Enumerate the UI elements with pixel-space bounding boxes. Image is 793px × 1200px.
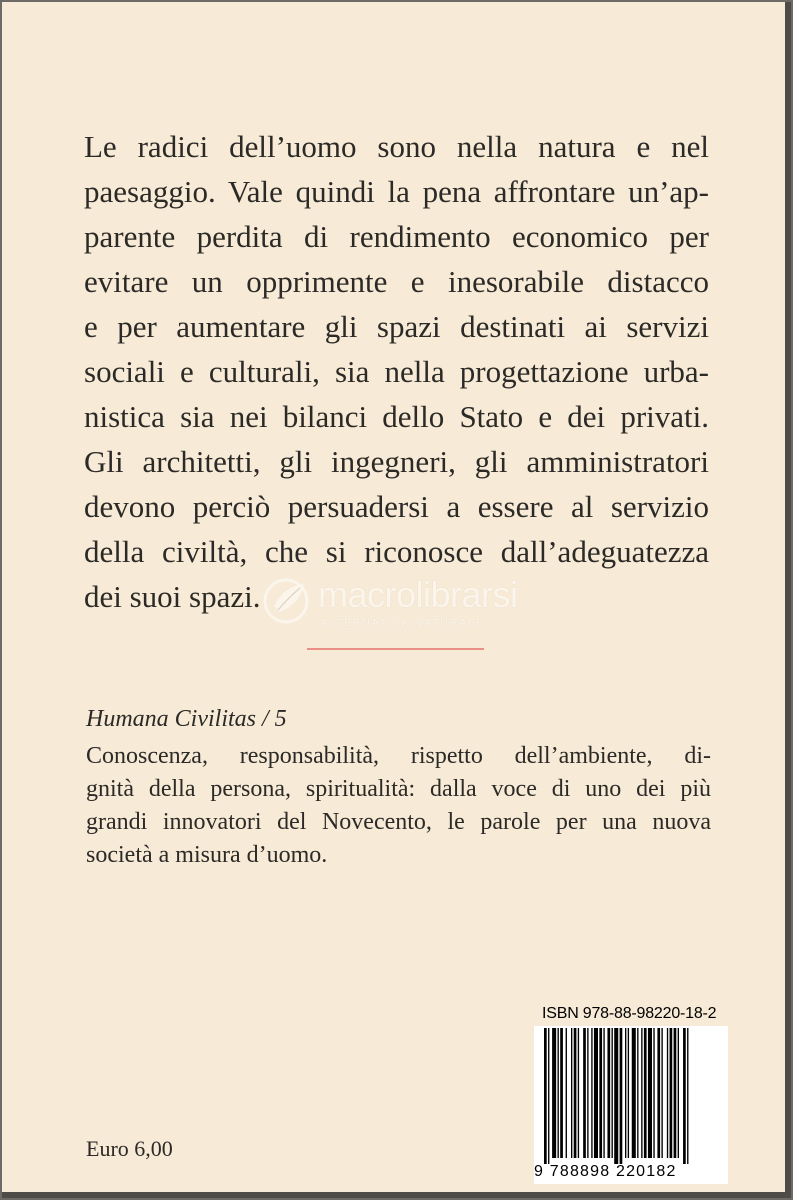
barcode-digits: 9 788898 220182	[534, 1163, 677, 1180]
barcode-bar	[571, 1028, 572, 1158]
quote-line: evitare un opprimente e inesorabile distacco	[84, 264, 709, 299]
barcode-bar	[683, 1028, 686, 1164]
barcode-bar	[657, 1028, 660, 1158]
barcode-bar	[641, 1028, 642, 1158]
barcode-bar	[607, 1028, 610, 1158]
barcode-bar	[552, 1028, 556, 1158]
barcode-bar	[632, 1028, 636, 1158]
barcode-bar	[544, 1028, 547, 1164]
barcode-bar	[670, 1028, 673, 1158]
leaf-logo-icon	[260, 576, 316, 626]
barcode-bar	[653, 1028, 654, 1158]
watermark-tagline: ALTERNATIVA NATURALE	[320, 618, 485, 629]
barcode-bar	[648, 1028, 652, 1158]
quote-line: Gli architetti, gli ingegneri, gli amministratori	[84, 444, 709, 479]
series-title: Humana Civilitas / 5	[86, 706, 287, 732]
barcode-bar	[578, 1028, 579, 1158]
quote-line: e per aumentare gli spazi destinati ai servizi	[84, 309, 709, 344]
barcode-bar	[628, 1028, 629, 1158]
barcode-bar	[558, 1028, 559, 1158]
barcode-area	[534, 1026, 728, 1184]
barcode-bar	[560, 1028, 563, 1158]
barcode-icon	[534, 1026, 728, 1166]
blurb-line: grandi innovatori del Novecento, le parole per una nuova	[86, 809, 711, 835]
section-divider	[307, 648, 484, 650]
barcode-bar	[548, 1028, 549, 1164]
barcode-bar	[667, 1028, 668, 1158]
barcode-bar	[687, 1028, 688, 1164]
barcode-bar	[591, 1028, 592, 1158]
barcode-bar	[637, 1028, 638, 1158]
barcode-bar	[678, 1028, 679, 1158]
macrolibrarsi-watermark	[260, 574, 560, 634]
price-label: Euro 6,00	[86, 1136, 173, 1161]
barcode-bar	[594, 1028, 598, 1158]
barcode-bar	[603, 1028, 604, 1158]
quote-line: devono perciò persuadersi a essere al servizio	[84, 489, 709, 524]
quote-line: della civiltà, che si riconosce dall’adeguatezza	[84, 534, 709, 569]
barcode-bar	[574, 1028, 577, 1158]
back-cover-quote	[84, 124, 709, 619]
barcode-bar	[599, 1028, 602, 1158]
quote-line: paesaggio. Vale quindi la pena affrontare un’ap-	[84, 174, 709, 209]
quote-line: dei suoi spazi.	[84, 579, 261, 614]
barcode-bar	[612, 1028, 613, 1158]
barcode-bar	[661, 1028, 662, 1158]
barcode-bar	[620, 1028, 623, 1164]
barcode-bar	[674, 1028, 677, 1158]
quote-line: Le radici dell’uomo sono nella natura e nel	[84, 129, 709, 164]
barcode-bar	[583, 1028, 586, 1158]
quote-line: parente perdita di rendimento economico per	[84, 219, 709, 254]
blurb-line: gnità della persona, spiritualità: dalla voce di uno dei più	[86, 776, 711, 802]
blurb-line: società a misura d’uomo.	[86, 842, 328, 868]
barcode-bar	[644, 1028, 647, 1158]
barcode-bar	[587, 1028, 588, 1158]
quote-line: sociali e culturali, sia nella progettazione urba-	[84, 354, 709, 389]
back-cover-blurb	[86, 740, 711, 872]
barcode-bar	[625, 1028, 626, 1158]
barcode-bar	[566, 1028, 567, 1158]
quote-line: nistica sia nei bilanci dello Stato e dei privati.	[84, 399, 709, 434]
watermark-name: macrolibrarsi	[318, 574, 518, 615]
barcode-bar	[614, 1028, 618, 1164]
isbn-number: ISBN 978-88-98220-18-2	[542, 1005, 717, 1022]
blurb-line: Conoscenza, responsabilità, rispetto dell’ambiente, di-	[86, 743, 711, 769]
